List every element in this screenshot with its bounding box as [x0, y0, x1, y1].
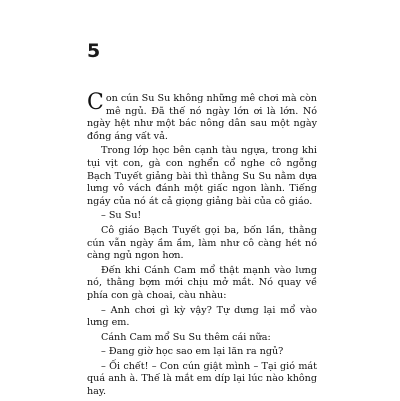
paragraph: Cô giáo Bạch Tuyết gọi ba, bốn lần, thằng cún vẫn ngày ầm ầm, làm như cô càng hét nó càng ngủ ngon hơn. [87, 224, 317, 262]
paragraph: Đến khi Cánh Cam mổ thật mạnh vào lưng nó, thằng bợm mới chịu mở mắt. Nó quay về phía con gà choai, càu nhàu: [87, 264, 317, 301]
chapter-number: 5 [87, 40, 101, 62]
paragraph: Trong lớp học bên cạnh tàu ngựa, trong khi tụi vịt con, gà con nghển cổ nghe cô ngỗng Bạch Tuyết giảng bài thì thằng Su Su nằm dựa lưng vô vách đánh một giấc ngon lành. Tiếng ngáy của nó át cả giọng giảng bài của cô giáo. [87, 145, 317, 207]
paragraph-text: on cún Su Su không những mê chơi mà còn mê ngủ. Đã thế nó ngày lớn ơi là lớn. Nó ngày hệt như một bác nông dân sau một ngày đồng áng vất vả. [87, 93, 317, 142]
paragraph [87, 90, 317, 143]
paragraph: – Ối chết! – Con cún giật mình – Tại gió mát quá anh à. Thế là mắt em díp lại lúc nào không hay. [87, 360, 317, 398]
paragraph: – Đang giờ học sao em lại lăn ra ngủ? [101, 346, 284, 358]
drop-cap: C [87, 90, 104, 115]
paragraph: Cánh Cam mổ Su Su thêm cái nữa: [101, 331, 271, 343]
paragraph: – Anh chơi gì kỳ vậy? Tự dưng lại mổ vào lưng em. [87, 304, 317, 329]
paragraph: – Su Su! [101, 210, 142, 222]
chapter-body [87, 90, 317, 401]
